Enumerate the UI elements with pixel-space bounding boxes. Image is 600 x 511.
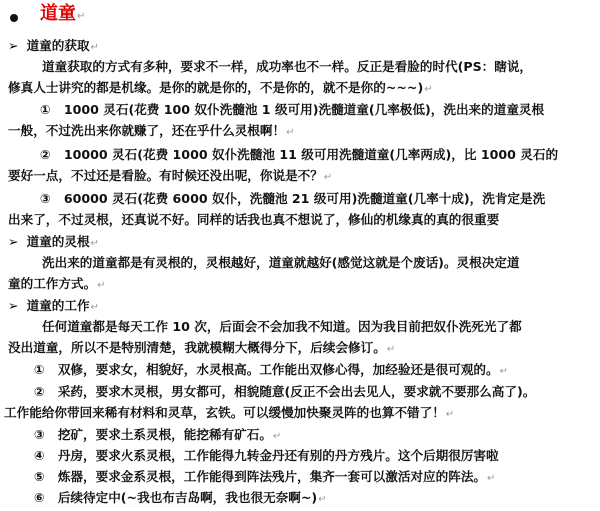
work-job-3: ③ 挖矿，要求土系灵根，能挖稀有矿石。↵ <box>34 427 282 442</box>
work-job-2-line-1: ② 采药，要求木灵根，男女都可，相貌随意(反正不会出去见人，要求就不要那么高了)。 <box>34 384 536 399</box>
acquire-option-2-line-2: 要好一点，不过还是看脸。有时候还没出呢，你说是不？↵ <box>8 168 333 183</box>
work-text-line-1: 任何道童都是每天工作 10 次，后面会不会加我不知道。因为我目前把奴仆洗死光了都 <box>42 319 522 334</box>
root-text-line-2: 童的工作方式。↵ <box>8 276 106 291</box>
circled-number-2: ② <box>40 147 51 162</box>
circled-number-6: ⑥ <box>34 490 45 505</box>
acquire-intro-line-2: 修真人士讲究的都是机缘。是你的就是你的，不是你的，就不是你的~~~)↵ <box>8 80 433 95</box>
arrow-bullet-icon: ➢ <box>8 38 19 53</box>
acquire-option-1-line-1: ① 1000 灵石(花费 100 奴仆洗髓池 1 级可用)洗髓道童(几率极低)，洗出来的道童灵根 <box>40 102 545 117</box>
acquire-option-3-line-1: ③ 60000 灵石(花费 6000 奴仆，洗髓池 21 级可用)洗髓道童(几率十成)，洗肯定是洗 <box>40 191 546 206</box>
section-heading-root: ➢ 道童的灵根↵ <box>8 234 99 249</box>
circled-number-4: ④ <box>34 448 45 463</box>
work-job-4: ④ 丹房，要求火系灵根，工作能得九转金丹还有别的丹方残片。这个后期很厉害啦 <box>34 448 499 463</box>
acquire-option-2-line-1: ② 10000 灵石(花费 1000 奴仆洗髓池 11 级可用洗髓道童(几率两成)，比 1000 灵石的 <box>40 147 559 162</box>
title-bullet <box>10 14 18 22</box>
circled-number-3: ③ <box>40 191 51 206</box>
work-job-1: ① 双修，要求女，相貌好，水灵根高。工作能出双修心得，加经验还是很可观的。↵ <box>34 362 508 377</box>
acquire-option-3-line-2: 出来了，不过灵根，还真说不好。同样的话我也真不想说了，修仙的机缘真的真的很重要 <box>8 212 500 227</box>
work-job-6: ⑥ 后续待定中(~我也布吉岛啊，我也很无奈啊~)↵ <box>34 490 327 505</box>
work-job-5: ⑤ 炼器，要求金系灵根，工作能得到阵法残片，集齐一套可以激活对应的阵法。↵ <box>34 469 496 484</box>
circled-number-1: ① <box>34 362 45 377</box>
root-text-line-1: 洗出来的道童都是有灵根的，灵根越好，道童就越好(感觉这就是个废话)。灵根决定道 <box>42 255 520 270</box>
page-title: 道童↵ <box>40 3 86 24</box>
work-job-2-line-2: 工作能给你带回来稀有材料和灵草，玄铁。可以缓慢加快聚灵阵的也算不错了！↵ <box>4 405 455 420</box>
arrow-bullet-icon: ➢ <box>8 298 19 313</box>
circled-number-5: ⑤ <box>34 469 45 484</box>
acquire-option-1-line-2: 一般，不过洗出来你就赚了，还在乎什么灵根啊！↵ <box>8 123 295 138</box>
arrow-bullet-icon: ➢ <box>8 234 19 249</box>
section-heading-work: ➢ 道童的工作↵ <box>8 298 99 313</box>
circled-number-1: ① <box>40 102 51 117</box>
acquire-intro-line-1: 道童获取的方式有多种，要求不一样，成功率也不一样。反正是看脸的时代(PS：瞎说， <box>42 59 533 74</box>
section-heading-acquire: ➢ 道童的获取↵ <box>8 38 99 53</box>
circled-number-2: ② <box>34 384 45 399</box>
circled-number-3: ③ <box>34 427 45 442</box>
work-text-line-2: 没出道童，所以不是特别清楚，我就模糊大概得分下，后续会修订。↵ <box>8 340 396 355</box>
